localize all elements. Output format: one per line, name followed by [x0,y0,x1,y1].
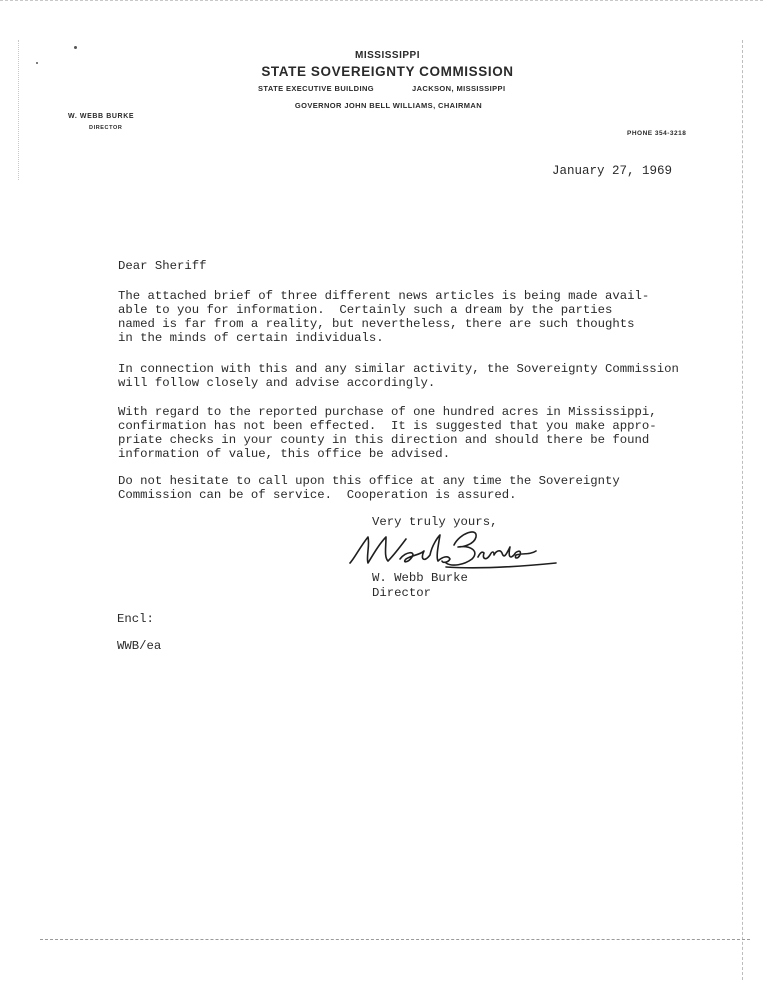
scan-edge-bottom [40,939,750,942]
letterhead-governor: GOVERNOR JOHN BELL WILLIAMS, CHAIRMAN [294,101,483,110]
letterhead [0,0,763,160]
letterhead-director-name: W. WEBB BURKE [68,113,135,120]
reference-initials: WWB/ea [117,639,162,653]
letterhead-building: STATE EXECUTIVE BUILDING [258,84,374,93]
body-paragraph: The attached brief of three different news articles is being made avail- able to you for information. Certainly such a dream by the parties named is far from a reality, but nevertheless, there are such thoughts in the minds of certain individuals. [118,289,650,345]
letter-date: January 27, 1969 [552,164,673,178]
body-paragraph: In connection with this and any similar activity, the Sovereignty Commission will follow closely and advise accordingly. [118,362,679,390]
letterhead-city: JACKSON, MISSISSIPPI [412,84,506,93]
letterhead-director-title: DIRECTOR [89,125,123,131]
salutation: Dear Sheriff [118,259,207,273]
letterhead-phone: PHONE 354-3218 [627,130,687,137]
signer-name: W. Webb Burke [372,571,468,585]
closing: Very truly yours, [372,515,498,529]
letterhead-state: MISSISSIPPI [355,50,420,61]
scan-edge-right [742,40,745,980]
body-paragraph: Do not hesitate to call upon this office at any time the Sovereignty Commission can be of service. Cooperation is assured. [118,474,620,502]
letterhead-commission: STATE SOVEREIGNTY COMMISSION [261,64,514,79]
body-paragraph: With regard to the reported purchase of one hundred acres in Mississippi, confirmation has not been effected. It is suggested that you make appro- priate checks in your county in this direction and should there be found information of value, this office be advised. [118,405,657,461]
enclosure-notation: Encl: [117,612,154,626]
handwritten-signature-icon [346,525,560,577]
signer-title: Director [372,586,432,600]
